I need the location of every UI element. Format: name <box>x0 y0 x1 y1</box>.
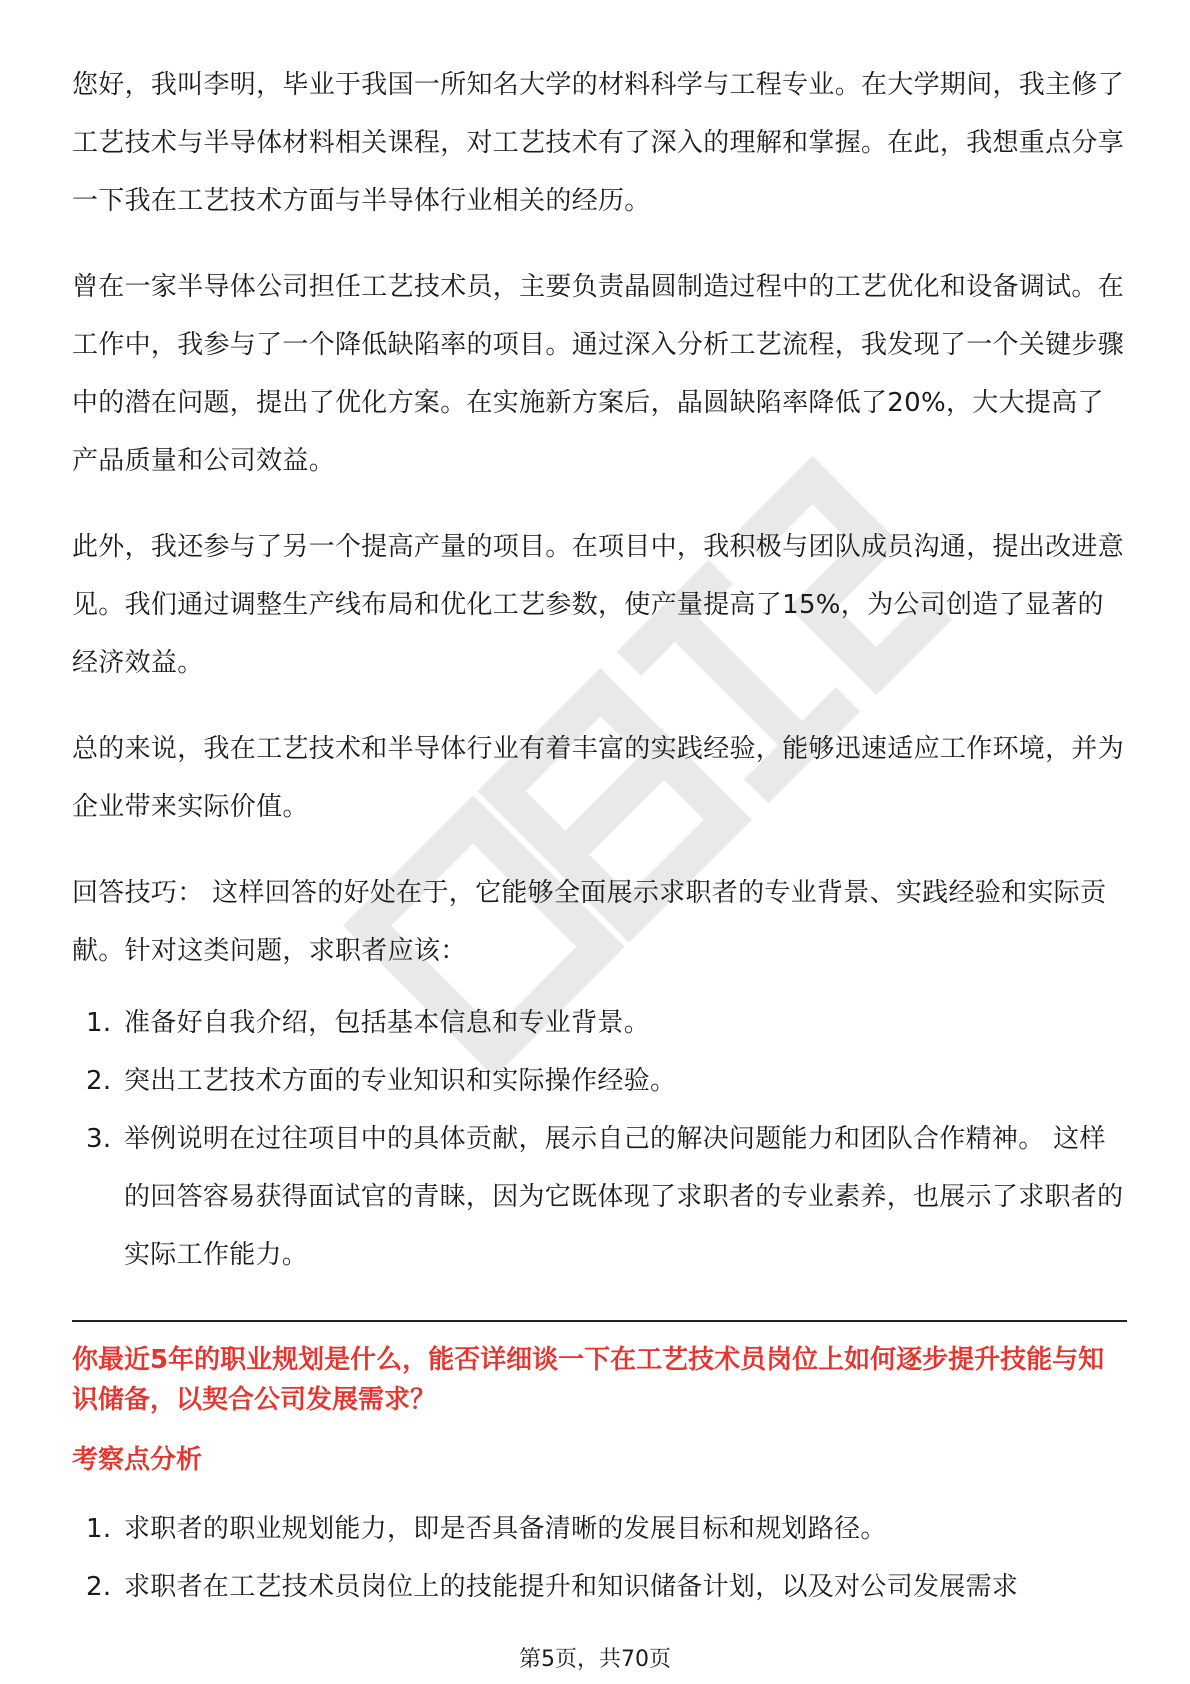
tips-paragraph: 回答技巧： 这样回答的好处在于，它能够全面展示求职者的专业背景、实践经验和实际贡献。针对这类问题，求职者应该： <box>72 878 1107 966</box>
list-text: 突出工艺技术方面的专业知识和实际操作经验。 <box>124 1066 677 1096</box>
list-number: 1. <box>86 1008 112 1038</box>
analysis-list <box>72 1500 1127 1616</box>
summary-paragraph: 总的来说，我在工艺技术和半导体行业有着丰富的实践经验，能够迅速适应工作环境，并为企业带来实际价值。 <box>72 734 1125 822</box>
list-text: 求职者在工艺技术员岗位上的技能提升和知识储备计划，以及对公司发展需求 <box>124 1572 1019 1602</box>
list-item <box>72 1052 1127 1110</box>
project-paragraph: 此外，我还参与了另一个提高产量的项目。在项目中，我积极与团队成员沟通，提出改进意见。我们通过调整生产线布局和优化工艺参数，使产量提高了15%，为公司创造了显著的经济效益。 <box>72 532 1125 678</box>
page-footer: 第5页，共70页 <box>519 1647 671 1672</box>
list-text: 求职者的职业规划能力，即是否具备清晰的发展目标和规划路径。 <box>124 1514 887 1544</box>
list-item <box>72 994 1127 1052</box>
list-number: 1. <box>86 1514 112 1544</box>
experience-paragraph: 曾在一家半导体公司担任工艺技术员，主要负责晶圆制造过程中的工艺优化和设备调试。在工作中，我参与了一个降低缺陷率的项目。通过深入分析工艺流程，我发现了一个关键步骤中的潜在问题，提出了优化方案。在实施新方案后，晶圆缺陷率降低了20%，大大提高了产品质量和公司效益。 <box>72 272 1125 476</box>
list-number: 2. <box>86 1066 112 1096</box>
list-number: 3. <box>86 1124 112 1154</box>
tips-list <box>72 994 1127 1284</box>
interview-question: 你最近5年的职业规划是什么，能否详细谈一下在工艺技术员岗位上如何逐步提升技能与知识储备，以契合公司发展需求？ <box>72 1345 1105 1415</box>
list-item <box>72 1558 1127 1616</box>
intro-paragraph: 您好，我叫李明，毕业于我国一所知名大学的材料科学与工程专业。在大学期间，我主修了工艺技术与半导体材料相关课程，对工艺技术有了深入的理解和掌握。在此，我想重点分享一下我在工艺技术方面与半导体行业相关的经历。 <box>72 70 1125 216</box>
list-item <box>72 1110 1127 1284</box>
list-text: 举例说明在过往项目中的具体贡献，展示自己的解决问题能力和团队合作精神。 这样的回答容易获得面试官的青睐，因为它既体现了求职者的专业素养，也展示了求职者的实际工作能力。 <box>124 1124 1124 1270</box>
list-number: 2. <box>86 1572 112 1602</box>
analysis-heading: 考察点分析 <box>72 1445 203 1475</box>
list-text: 准备好自我介绍，包括基本信息和专业背景。 <box>124 1008 651 1038</box>
section-divider <box>72 1320 1127 1322</box>
list-item <box>72 1500 1127 1558</box>
document-page <box>72 56 1127 1626</box>
